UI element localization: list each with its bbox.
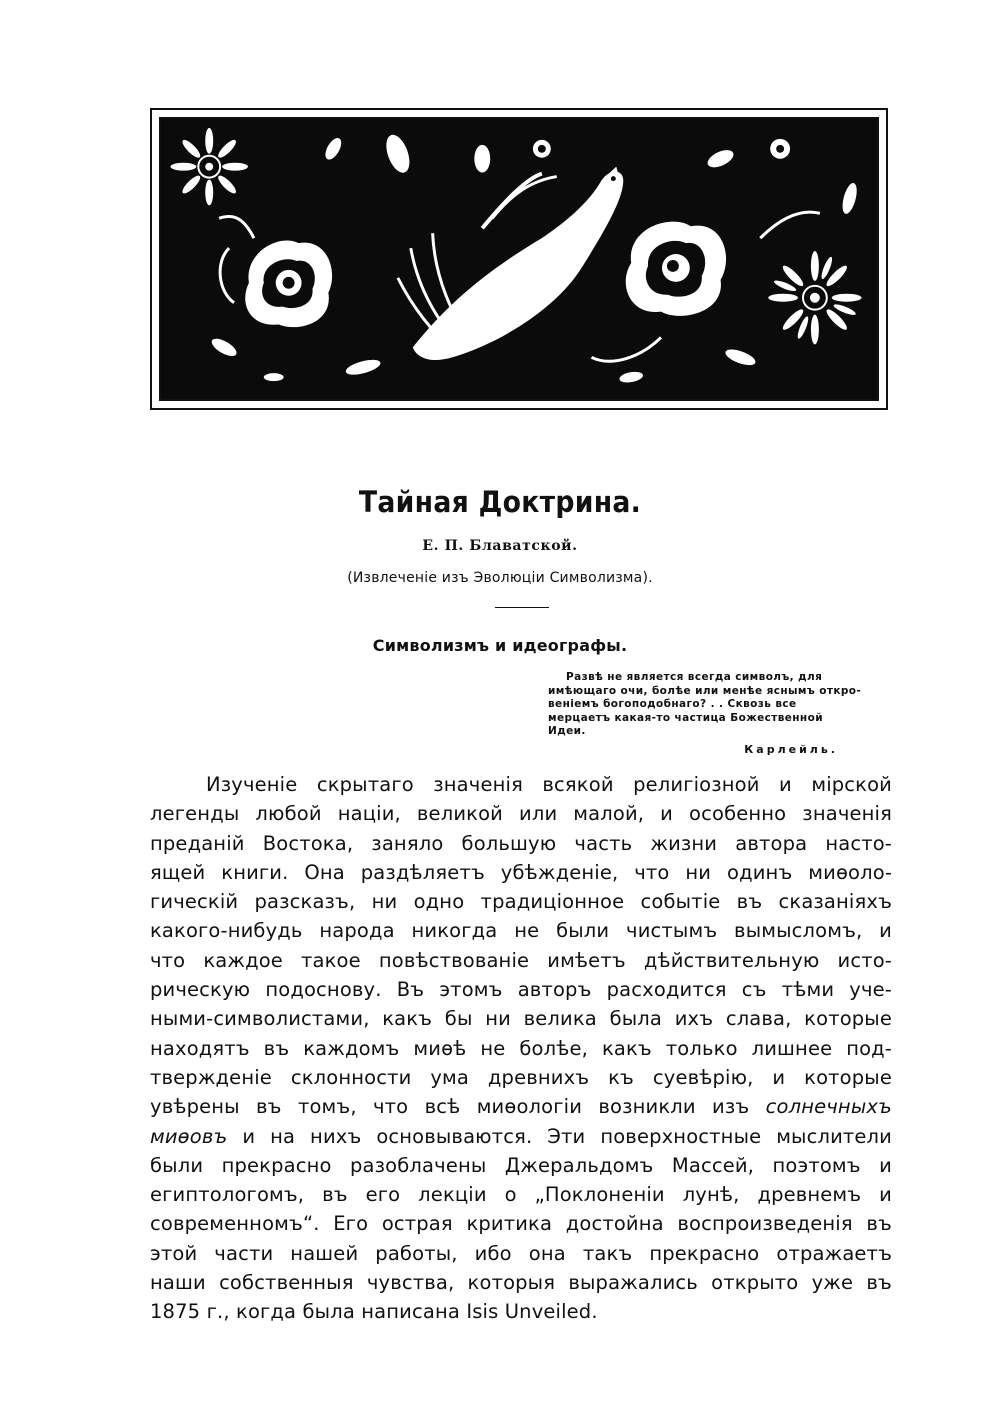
- epigraph: [548, 671, 893, 756]
- epigraph-line: имѣющаго очи, болѣе или менѣе яснымъ откро-: [548, 684, 862, 697]
- paragraph-line: этой части нашей работы, ибо она такъ прекрасно отражаетъ: [150, 1241, 892, 1265]
- paragraph-line: находятъ въ каждомъ миѳѣ не болѣе, какъ только лишнее под-: [150, 1036, 892, 1060]
- paragraph-line: Изученіе скрытаго значенія всякой религіозной и мірской: [206, 773, 892, 796]
- italic-term: миѳовъ: [150, 1124, 228, 1148]
- body-paragraph: [150, 770, 892, 1327]
- epigraph-line: мерцаетъ какая-то частица Божественной: [548, 711, 823, 724]
- paragraph-line: что каждое такое повѣствованіе имѣетъ дѣйствительную исто-: [150, 948, 892, 972]
- separator-rule: [495, 607, 549, 608]
- paragraph-line: были прекрасно разоблачены Джеральдомъ Массей, поэтомъ и: [150, 1153, 892, 1177]
- paragraph-line: твержденіе склонности ума древнихъ къ суевѣрію, и которые: [150, 1065, 892, 1089]
- paragraph-line: ящей книги. Она раздѣляетъ убѣжденіе, что ни одинъ миѳоло-: [150, 860, 892, 884]
- paragraph-line-with-italic: [150, 1092, 892, 1121]
- headpiece-ink-panel: [159, 117, 879, 401]
- paragraph-line: египтологомъ, въ его лекціи о „Поклоненіи лунѣ, древнемъ и: [150, 1183, 892, 1207]
- line-text: увѣрены въ томъ, что всѣ миѳологіи возникли изъ: [150, 1095, 766, 1119]
- italic-term: солнечныхъ: [765, 1095, 892, 1119]
- paragraph-line: какого-нибудь народа никогда не были чистымъ вымысломъ, и: [150, 919, 892, 943]
- epigraph-line: Развѣ не является всегда символъ, для: [566, 671, 823, 683]
- rose-right-icon: [626, 222, 726, 316]
- ornamental-headpiece: [150, 108, 888, 410]
- epigraph-line: веніемъ богоподобнаго? . . Сквозь все: [548, 698, 797, 710]
- paragraph-line: преданій Востока, заняло большую часть жизни автора насто-: [150, 831, 892, 855]
- extract-note: (Извлеченіе изъ Эволюціи Символизма).: [347, 570, 653, 586]
- paragraph-line: рическую подоснову. Въ этомъ авторъ расходится съ тѣми уче-: [150, 978, 892, 1002]
- author-line: Е. П. Блаватской.: [422, 538, 578, 554]
- document-title: Тайная Доктрина.: [358, 485, 642, 519]
- line-text: и на нихъ основываются. Эти поверхностные мыслители: [227, 1124, 892, 1148]
- epigraph-attribution: Карлейль.: [744, 742, 838, 756]
- paragraph-line: современномъ“. Его острая критика достойна воспроизведенія въ: [150, 1212, 892, 1236]
- epigraph-line: Идеи.: [548, 725, 586, 737]
- paragraph-line: наши собственныя чувства, которыя выражались открыто уже въ: [150, 1271, 892, 1295]
- paragraph-line: 1875 г., когда была написана Isis Unveiled.: [150, 1300, 598, 1324]
- section-title: Символизмъ и идеографы.: [372, 636, 628, 655]
- paragraph-line: гическій разсказъ, ни одно традиціонное событіе въ сказаніяхъ: [150, 890, 892, 914]
- bird-and-flowers-ornament-icon: [161, 119, 877, 399]
- paragraph-line: легенды любой націи, великой или малой, и особенно значенія: [150, 802, 892, 826]
- paragraph-line-with-italic: [150, 1122, 892, 1151]
- paragraph-line: ными-символистами, какъ бы ни велика была ихъ слава, которые: [150, 1007, 892, 1031]
